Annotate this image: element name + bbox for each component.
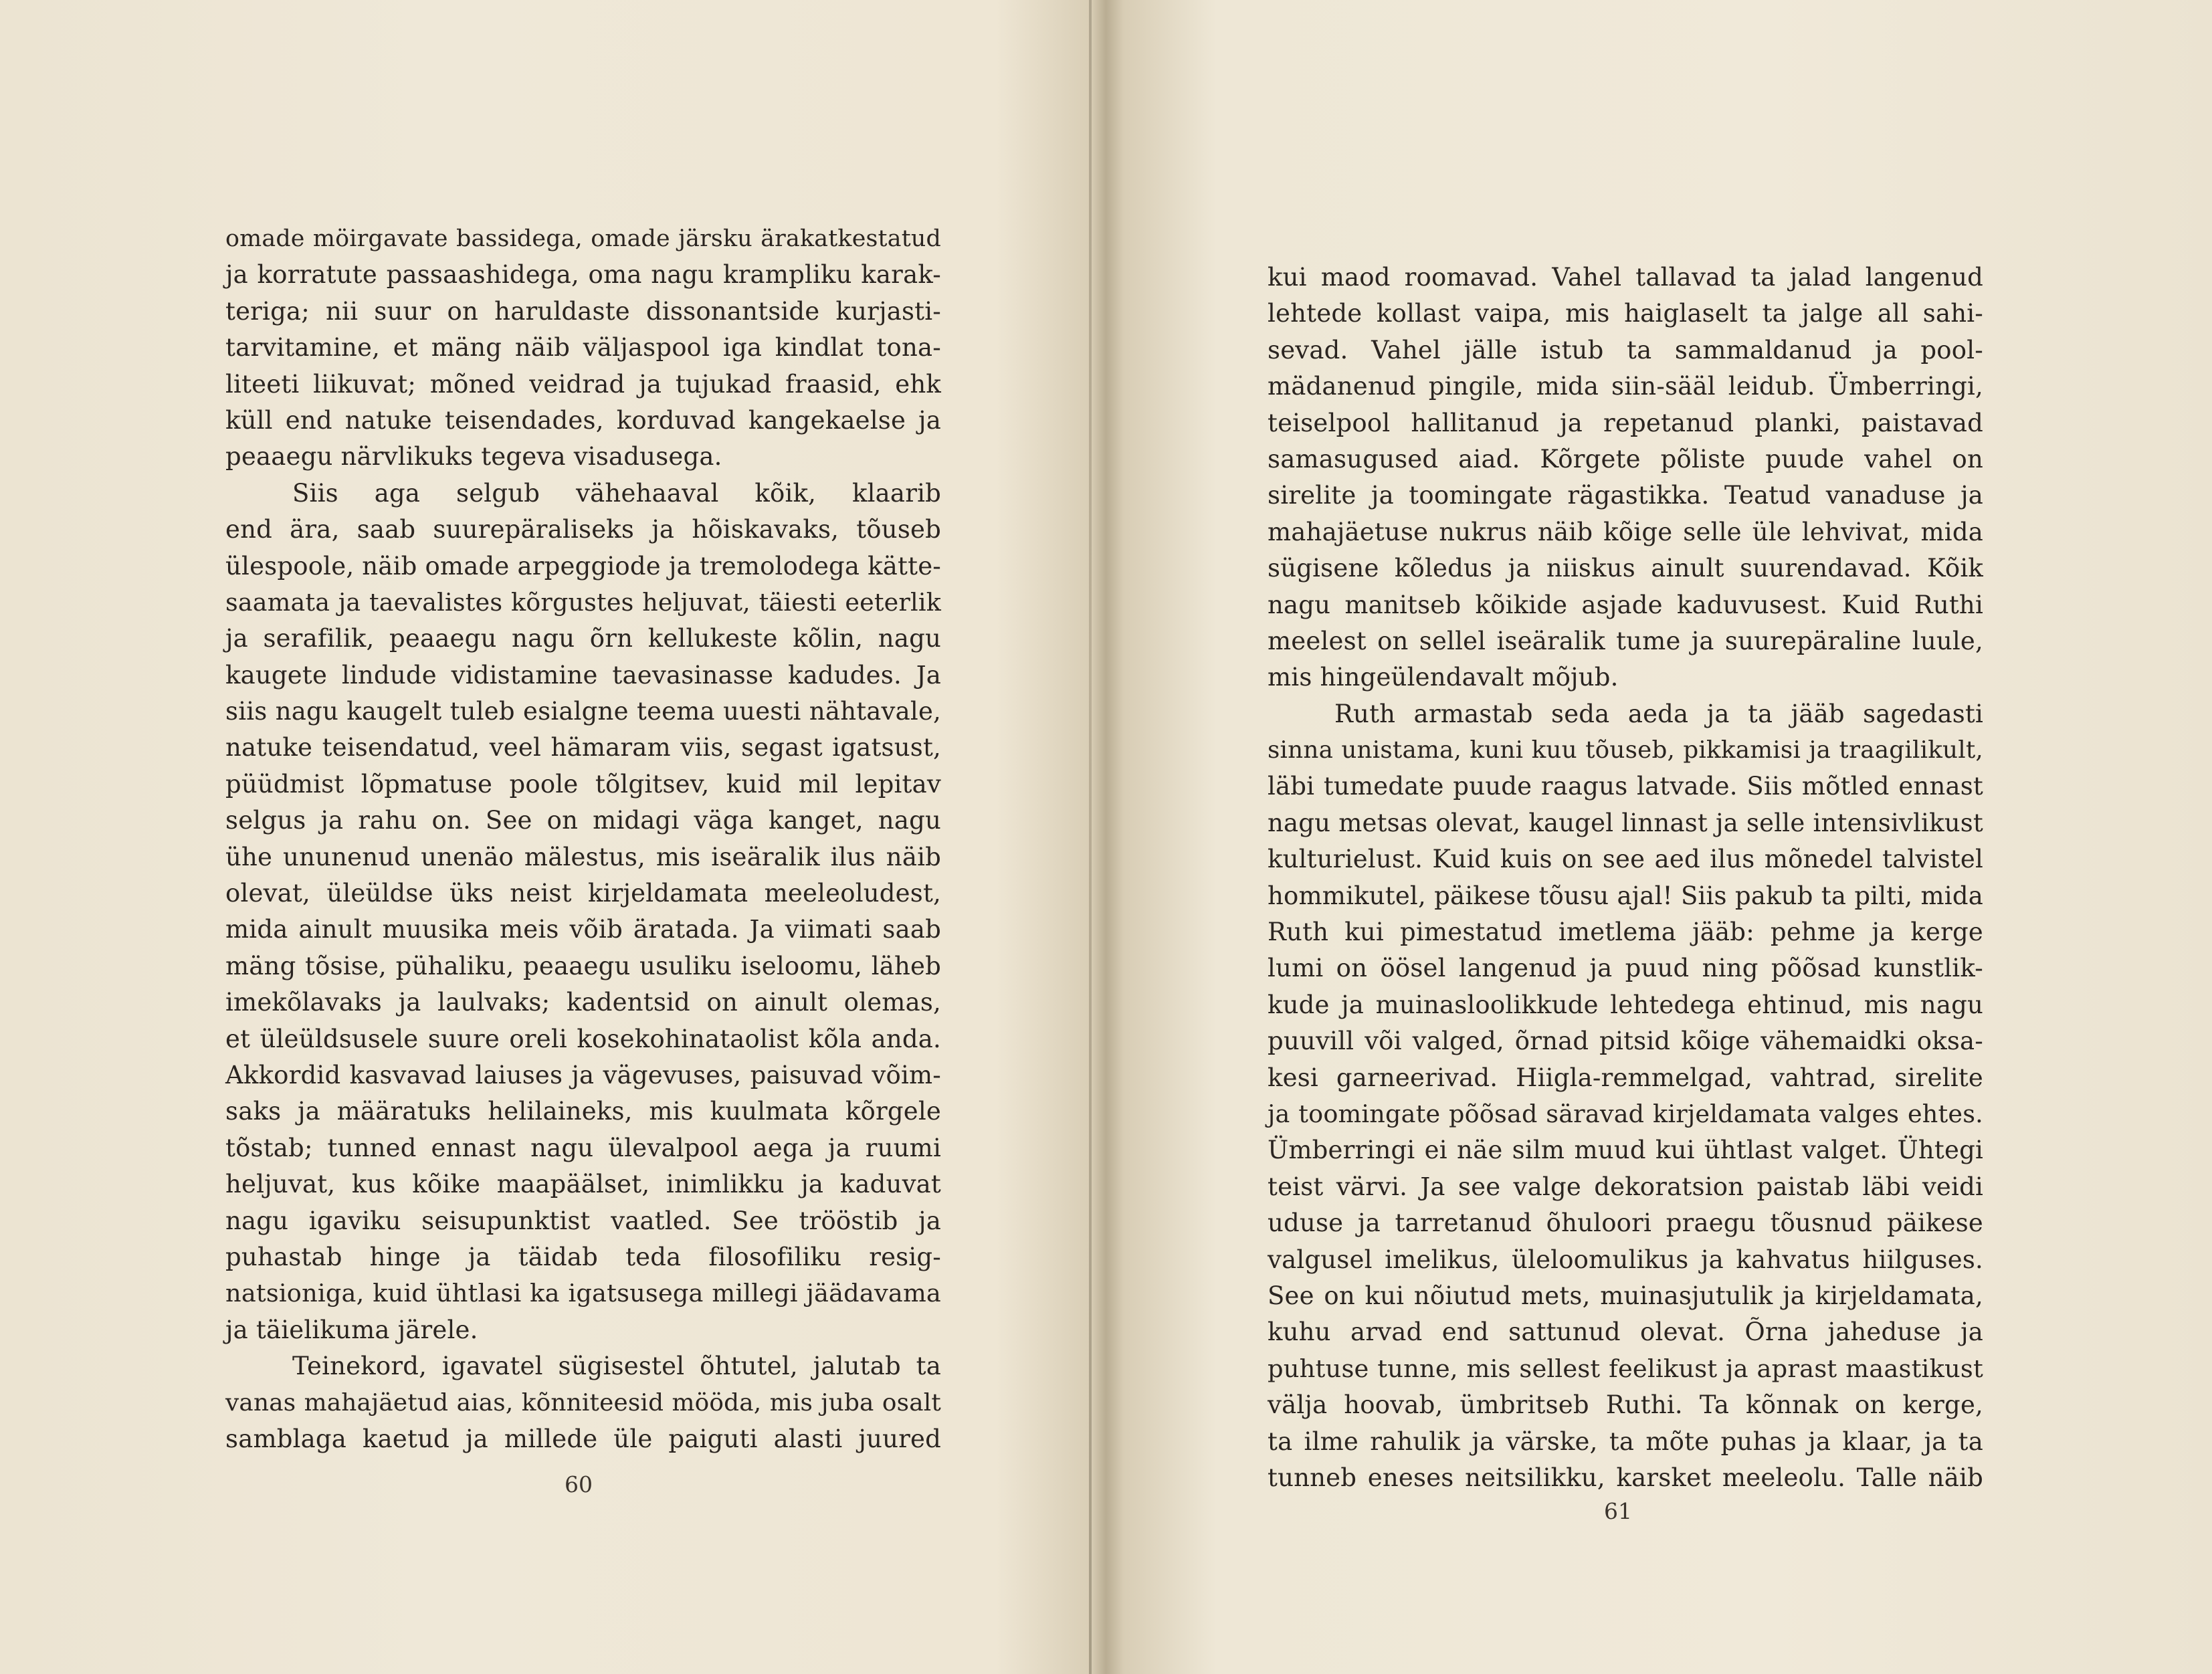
text-line: liteeti liikuvat; mõned veidrad ja tujukad fraasid, ehk (225, 369, 941, 399)
text-line: sügisene kõledus ja niiskus ainult suurendavad. Kõik (1268, 554, 1983, 583)
text-line: kaugete lindude vidistamine taevasinasse kadudes. Ja (225, 660, 941, 690)
text-line: küll end natuke teisendades, korduvad kangekaelse ja (225, 405, 941, 435)
text-line: lehtede kollast vaipa, mis haiglaselt ta jalge all sahi- (1268, 299, 1983, 328)
text-line: kuhu arvad end sattunud olevat. Õrna jaheduse ja (1268, 1318, 1983, 1347)
text-line: sinna unistama, kuni kuu tõuseb, pikkamisi ja traagilikult, (1268, 736, 1983, 764)
text-line: sirelite ja toomingate rägastikka. Teatud vanaduse ja (1268, 481, 1983, 510)
text-line: puuvill või valged, õrnad pitsid kõige vähemaidki oksa- (1268, 1027, 1983, 1056)
left-page (0, 0, 1089, 1674)
text-line: tarvitamine, et mäng näib väljaspool iga kindlat tona- (225, 333, 941, 362)
text-line: nagu metsas olevat, kaugel linnast ja selle intensivlikust (1268, 808, 1983, 837)
right-page-text (1268, 259, 1983, 1496)
left-page-number: 60 (565, 1471, 593, 1497)
text-line: puhtuse tunne, mis sellest feelikust ja aprast maastikust (1268, 1354, 1983, 1383)
text-line: tunneb eneses neitsilikku, karsket meeleolu. Talle näib (1268, 1463, 1983, 1492)
text-line: välja hoovab, ümbritseb Ruthi. Ta kõnnak on kerge, (1268, 1390, 1983, 1420)
text-line: lumi on öösel langenud ja puud ning põõsad kunstlik- (1268, 954, 1983, 983)
text-line: teist värvi. Ja see valge dekoratsion paistab läbi veidi (1268, 1172, 1983, 1201)
text-line: mädanenud pingile, mida siin-sääl leidub. Ümberringi, (1268, 372, 1983, 401)
text-line: samasugused aiad. Kõrgete põliste puude vahel on (1268, 444, 1983, 474)
text-line: Ümberringi ei näe silm muud kui ühtlast valget. Ühtegi (1268, 1136, 1983, 1165)
text-line: siis nagu kaugelt tuleb esialgne teema uuesti nähtavale, (225, 697, 941, 726)
text-line: et üleüldsusele suure oreli kosekohinataolist kõla anda. (225, 1024, 941, 1053)
text-line: Akkordid kasvavad laiuses ja vägevuses, paisuvad võim- (225, 1060, 941, 1089)
text-line: püüdmist lõpmatuse poole tõlgitsev, kuid mil lepitav (225, 769, 941, 799)
text-line: kulturielust. Kuid kuis on see aed ilus mõnedel talvistel (1268, 845, 1983, 874)
text-line: tõstab; tunned ennast nagu ülevalpool aega ja ruumi (225, 1133, 941, 1162)
text-line: läbi tumedate puude raagus latvade. Siis mõtled ennast (1268, 772, 1983, 801)
text-line: teiselpool hallitanud ja repetanud planki, paistavad (1268, 408, 1983, 437)
text-line: hommikutel, päikese tõusu ajal! Siis pakub ta pilti, mida (1268, 881, 1983, 910)
text-line: saks ja määratuks helilaineks, mis kuulmata kõrgele (225, 1097, 941, 1126)
text-line: olevat, üleüldse üks neist kirjeldamata meeleoludest, (225, 879, 941, 908)
text-line: ülespoole, näib omade arpeggiode ja tremolodega kätte- (225, 551, 941, 581)
text-line: Teinekord, igavatel sügisestel õhtutel, jalutab ta (292, 1352, 941, 1381)
text-line: natsioniga, kuid ühtlasi ka igatsusega millegi jäädavama (225, 1279, 941, 1308)
text-line: heljuvat, kus kõike maapäälset, inimlikku ja kaduvat (225, 1170, 941, 1199)
text-line: saamata ja taevalistes kõrgustes heljuvat, täiesti eeterlik (225, 587, 941, 617)
text-line: Siis aga selgub vähehaaval kõik, klaarib (292, 478, 941, 508)
text-line: vanas mahajäetud aias, kõnniteesid mööda, mis juba osalt (225, 1388, 941, 1417)
text-line: mis hingeülendavalt mõjub. (1268, 663, 1619, 692)
text-line: samblaga kaetud ja millede üle paiguti alasti juured (225, 1424, 941, 1453)
text-line: teriga; nii suur on haruldaste dissonantside kurjasti- (225, 296, 941, 326)
text-line: meelest on sellel iseäralik tume ja suurepäraline luule, (1268, 626, 1983, 655)
text-line: natuke teisendatud, veel hämaram viis, segast igatsust, (225, 733, 941, 762)
text-line: uduse ja tarretanud õhuloori praegu tõusnud päikese (1268, 1209, 1983, 1238)
text-line: imekõlavaks ja laulvaks; kadentsid on ainult olemas, (225, 988, 941, 1017)
text-line: peaaegu närvlikuks tegeva visadusega. (225, 442, 722, 472)
right-page (1092, 0, 2212, 1674)
text-line: nagu manitseb kõikide asjade kaduvusest. Kuid Ruthi (1268, 590, 1983, 619)
text-line: See on kui nõiutud mets, muinasjutulik ja kirjeldamata, (1268, 1281, 1983, 1310)
text-line: kui maod roomavad. Vahel tallavad ta jalad langenud (1268, 263, 1983, 292)
left-page-text (225, 221, 941, 1457)
text-line: Ruth armastab seda aeda ja ta jääb sagedasti (1334, 699, 1983, 728)
text-line: end ära, saab suurepäraliseks ja hõiskavaks, tõuseb (225, 515, 941, 544)
text-line: omade möirgavate bassidega, omade järsku ärakatkestatud (225, 225, 941, 252)
text-line: valgusel imelikus, üleloomulikus ja kahvatus hiilguses. (1268, 1245, 1983, 1274)
text-line: puhastab hinge ja täidab teda filosofiliku resig- (225, 1242, 941, 1271)
text-line: Ruth kui pimestatud imetlema jääb: pehme ja kerge (1268, 918, 1983, 947)
text-line: mäng tõsise, pühaliku, peaaegu usuliku iseloomu, läheb (225, 951, 941, 980)
text-line: mahajäetuse nukrus näib kõige selle üle lehvivat, mida (1268, 517, 1983, 546)
text-line: ja toomingate põõsad säravad kirjeldamata valges ehtes. (1268, 1099, 1983, 1128)
text-line: selgus ja rahu on. See on midagi väga kanget, nagu (225, 806, 941, 835)
text-line: ta ilme rahulik ja värske, ta mõte puhas ja klaar, ja ta (1268, 1427, 1983, 1456)
text-line: sevad. Vahel jälle istub ta sammaldanud ja pool- (1268, 335, 1983, 364)
right-page-number: 61 (1604, 1498, 1632, 1524)
text-line: ja täielikuma järele. (225, 1315, 478, 1344)
text-line: mida ainult muusika meis võib äratada. Ja viimati saab (225, 915, 941, 944)
text-line: nagu igaviku seisupunktist vaatled. See trööstib ja (225, 1206, 941, 1235)
text-line: ja korratute passaashidega, oma nagu krampliku karak- (225, 260, 941, 290)
text-line: kude ja muinasloolikkude lehtedega ehtinud, mis nagu (1268, 990, 1983, 1019)
text-line: kesi garneerivad. Hiigla-remmelgad, vahtrad, sirelite (1268, 1063, 1983, 1092)
text-line: ja serafilik, peaaegu nagu õrn kellukeste kõlin, nagu (225, 624, 941, 653)
text-line: ühe ununenud unenäo mälestus, mis iseäralik ilus näib (225, 842, 941, 871)
